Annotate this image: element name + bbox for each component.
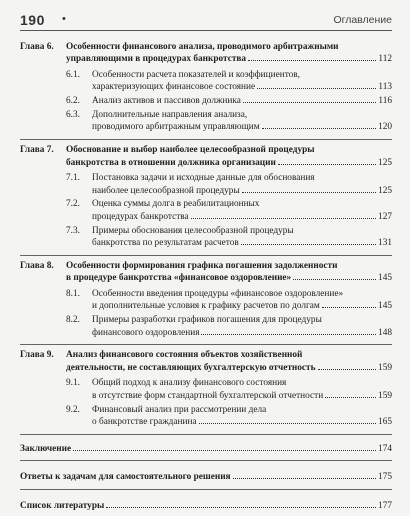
- subsection-title: Анализ активов и пассивов должника: [92, 96, 241, 107]
- chapter-title-line: [66, 158, 392, 169]
- page-ref: 116: [378, 96, 392, 107]
- subsection-title: характеризующих финансовое состояние: [92, 82, 256, 93]
- chapter-title-line: [20, 145, 315, 156]
- chapter-title-line: [66, 273, 392, 284]
- chapter-label: Глава 8.: [20, 261, 54, 271]
- chapter-title: управляющими в процедурах банкротства: [66, 54, 247, 65]
- page-ref: 125: [378, 157, 392, 168]
- subsection-line: [92, 301, 392, 312]
- chapter-title: банкротства в отношении должника организации: [66, 157, 276, 168]
- dot-leader: [201, 334, 376, 335]
- dot-leader: [199, 423, 376, 424]
- subsection-title: Примеры разработки графиков погашения для процедуры: [92, 315, 322, 326]
- subsection-title: Постановка задачи и исходные данные для обоснования: [92, 173, 315, 184]
- subsection-number: 8.2.: [66, 315, 80, 326]
- subsection-line: [66, 378, 286, 389]
- subsection-title: Особенности введения процедуры «финансовое оздоровление»: [92, 288, 344, 299]
- subsection-title: и дополнительные условия к графику расчетов по долгам: [92, 301, 320, 312]
- dot-leader: [278, 164, 376, 165]
- chapter-title: Особенности формирования графика погашения задолженности: [66, 261, 338, 271]
- subsection-title: Оценка суммы долга в реабилитационных: [92, 199, 260, 210]
- page-ref: 175: [378, 472, 392, 483]
- section-divider: [20, 460, 392, 461]
- dot-leader: [73, 450, 376, 451]
- subsection-line: [66, 315, 322, 326]
- subsection-line: [66, 405, 266, 416]
- back-matter-line: [20, 501, 392, 512]
- dot-leader: [262, 128, 376, 129]
- subsection-number: 9.1.: [66, 378, 80, 389]
- header-bullet: •: [62, 13, 66, 25]
- subsection-number: 8.1.: [66, 288, 80, 299]
- subsection-number: 7.1.: [66, 173, 80, 184]
- subsection-line: [66, 96, 392, 107]
- subsection-title: проводимого арбитражным управляющим: [92, 122, 260, 133]
- subsection-line: [92, 82, 392, 93]
- subsection-title: банкротства по результатам расчетов: [92, 238, 239, 249]
- page-number: 190: [20, 12, 45, 28]
- chapter-title-line: [66, 363, 392, 374]
- chapter-title-line: [20, 42, 339, 53]
- subsection-title: о банкротстве гражданина: [92, 416, 197, 427]
- dot-leader: [293, 279, 376, 280]
- subsection-line: [66, 226, 294, 237]
- subsection-title: процедурах банкротства: [92, 211, 189, 222]
- subsection-title: Финансовый анализ при рассмотрении дела: [92, 404, 267, 415]
- page-ref: 145: [378, 273, 392, 284]
- chapter-title: Обоснование и выбор наиболее целесообразной процедуры: [66, 145, 315, 156]
- subsection-line: [92, 186, 392, 197]
- subsection-line: [92, 328, 392, 339]
- subsection-number: 9.2.: [66, 404, 80, 415]
- chapter-title-line: [20, 350, 302, 361]
- dot-leader: [257, 88, 376, 89]
- subsection-line: [92, 238, 392, 249]
- chapter-title: Анализ финансового состояния объектов хозяйственной: [66, 350, 303, 361]
- subsection-number: 6.2.: [66, 96, 80, 107]
- page-ref: 174: [378, 443, 392, 454]
- page-ref: 125: [378, 185, 392, 196]
- dot-leader: [325, 397, 376, 398]
- subsection-title: финансового оздоровления: [92, 327, 200, 338]
- subsection-number: 7.3.: [66, 225, 80, 236]
- dot-leader: [318, 369, 377, 370]
- subsection-number: 6.1.: [66, 69, 80, 80]
- page-ref: 127: [378, 211, 392, 222]
- section-divider: [20, 139, 392, 140]
- subsection-line: [66, 289, 343, 300]
- subsection-line: [92, 391, 392, 402]
- dot-leader: [243, 102, 377, 103]
- running-header: [20, 10, 392, 30]
- page-ref: 131: [378, 238, 392, 249]
- back-matter-line: [20, 444, 392, 455]
- page-ref: 159: [378, 390, 392, 401]
- section-divider: [20, 344, 392, 345]
- chapter-title: в процедуре банкротства «финансовое оздоровление»: [66, 273, 292, 284]
- page-ref: 177: [378, 500, 392, 511]
- chapter-label: Глава 7.: [20, 145, 54, 156]
- subsection-number: 7.2.: [66, 199, 80, 210]
- dot-leader: [322, 307, 376, 308]
- dot-leader: [241, 244, 376, 245]
- subsection-line: [66, 199, 259, 210]
- dot-leader: [106, 507, 376, 508]
- dot-leader: [233, 478, 376, 479]
- subsection-title: Общий подход к анализу финансового состояния: [92, 378, 287, 389]
- dot-leader: [191, 218, 376, 219]
- page-ref: 120: [378, 122, 392, 133]
- chapter-title-line: [20, 261, 337, 272]
- section-divider: [20, 255, 392, 256]
- subsection-title: в отсутствие форм стандартной бухгалтерской отчетности: [92, 390, 324, 401]
- page-ref: 112: [378, 54, 392, 65]
- subsection-line: [66, 110, 247, 121]
- chapter-title: Особенности финансового анализа, проводимого арбитражными: [66, 42, 339, 52]
- page-ref: 165: [378, 416, 392, 427]
- chapter-title-line: [66, 54, 392, 65]
- subsection-line: [92, 417, 392, 428]
- section-divider: [20, 489, 392, 490]
- subsection-number: 6.3.: [66, 110, 80, 120]
- page-ref: 159: [378, 362, 392, 373]
- subsection-title: Особенности расчета показателей и коэффициентов,: [92, 69, 300, 80]
- page-ref: 148: [378, 327, 392, 338]
- page-ref: 113: [378, 82, 392, 93]
- subsection-line: [92, 212, 392, 223]
- header-rule: [20, 30, 392, 31]
- subsection-line: [92, 122, 392, 133]
- page-ref: 145: [378, 301, 392, 312]
- dot-leader: [248, 60, 376, 61]
- section-title: Оглавление: [333, 14, 392, 26]
- chapter-label: Глава 9.: [20, 350, 54, 361]
- back-matter-title: Список литературы: [20, 500, 105, 511]
- back-matter-line: [20, 472, 392, 483]
- dot-leader: [242, 192, 376, 193]
- back-matter-title: Ответы к задачам для самостоятельного решения: [20, 472, 231, 483]
- section-divider: [20, 434, 392, 435]
- subsection-line: [66, 70, 300, 81]
- back-matter-title: Заключение: [20, 443, 72, 454]
- subsection-line: [66, 173, 315, 184]
- chapter-title: деятельности, не составляющих бухгалтерскую отчетность: [66, 362, 316, 373]
- subsection-title: наиболее целесообразной процедуры: [92, 185, 240, 196]
- subsection-title: Дополнительные направления анализа,: [92, 110, 248, 120]
- chapter-label: Глава 6.: [20, 42, 54, 52]
- subsection-title: Примеры обоснования целесообразной процедуры: [92, 225, 294, 236]
